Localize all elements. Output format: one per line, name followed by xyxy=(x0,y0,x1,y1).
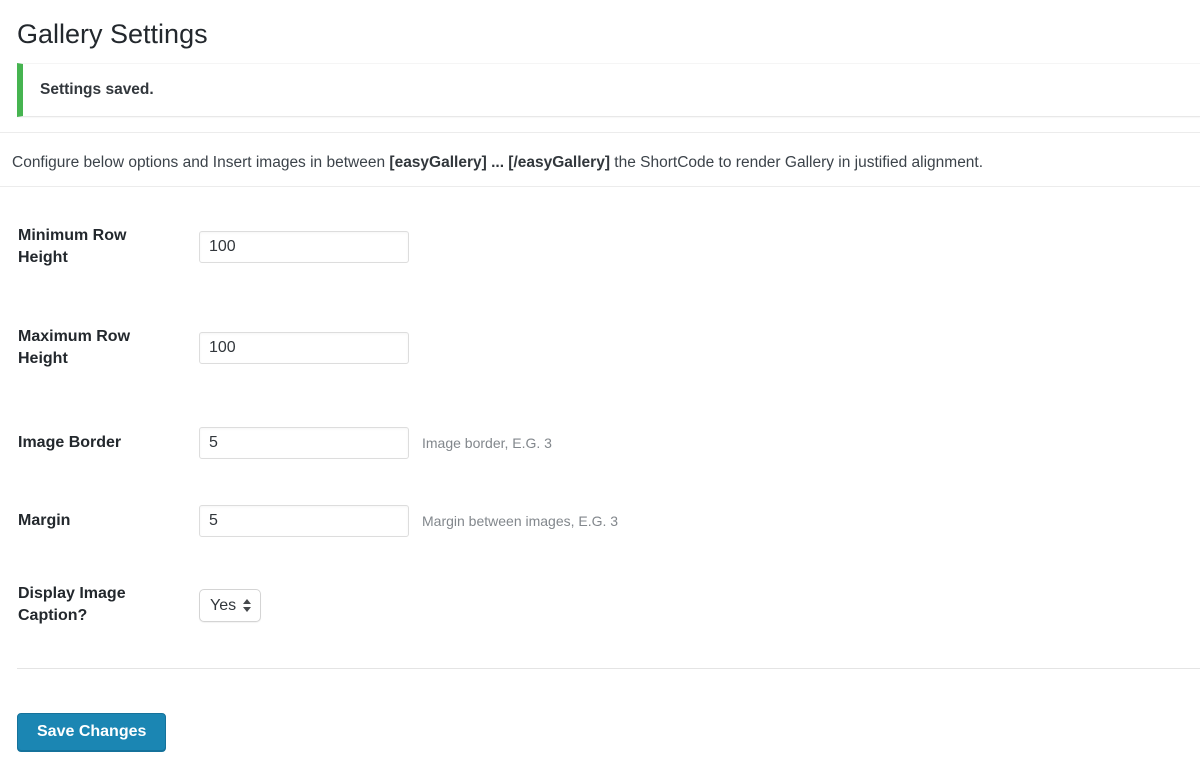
description-prefix: Configure below options and Insert images in between xyxy=(12,154,390,171)
margin-hint: Margin between images, E.G. 3 xyxy=(422,513,619,529)
field-row-margin xyxy=(18,505,1200,537)
minimum-row-height-input[interactable] xyxy=(199,231,409,263)
display-caption-select[interactable] xyxy=(202,597,243,614)
minimum-row-height-label: Minimum Row Height xyxy=(18,227,127,266)
margin-input[interactable] xyxy=(199,505,409,537)
bottom-divider xyxy=(17,668,1200,669)
settings-saved-notice xyxy=(17,63,1200,117)
settings-form xyxy=(18,225,1200,627)
shortcode-text: [easyGallery] ... [/easyGallery] xyxy=(389,154,610,171)
save-changes-button[interactable]: Save Changes xyxy=(17,713,166,751)
display-caption-label: Display Image Caption? xyxy=(18,585,126,624)
image-border-input[interactable] xyxy=(199,427,409,459)
description-suffix: the ShortCode to render Gallery in justified alignment. xyxy=(609,154,984,171)
arrow-up-icon xyxy=(243,599,251,604)
maximum-row-height-input[interactable] xyxy=(199,332,409,364)
image-border-label: Image Border xyxy=(18,434,122,451)
notice-message: Settings saved. xyxy=(40,81,154,98)
field-row-minimum-row-height xyxy=(18,225,1200,269)
arrow-down-icon xyxy=(243,607,251,612)
select-stepper-arrows-icon xyxy=(243,599,251,612)
field-row-maximum-row-height xyxy=(18,326,1200,370)
shortcode-description xyxy=(0,132,1200,187)
maximum-row-height-label: Maximum Row Height xyxy=(18,328,131,367)
image-border-hint: Image border, E.G. 3 xyxy=(422,435,552,451)
display-caption-select-wrap xyxy=(199,589,261,622)
field-row-display-caption xyxy=(18,583,1200,627)
page-title: Gallery Settings xyxy=(17,19,208,49)
field-row-image-border xyxy=(18,427,1200,459)
margin-label: Margin xyxy=(18,512,71,529)
